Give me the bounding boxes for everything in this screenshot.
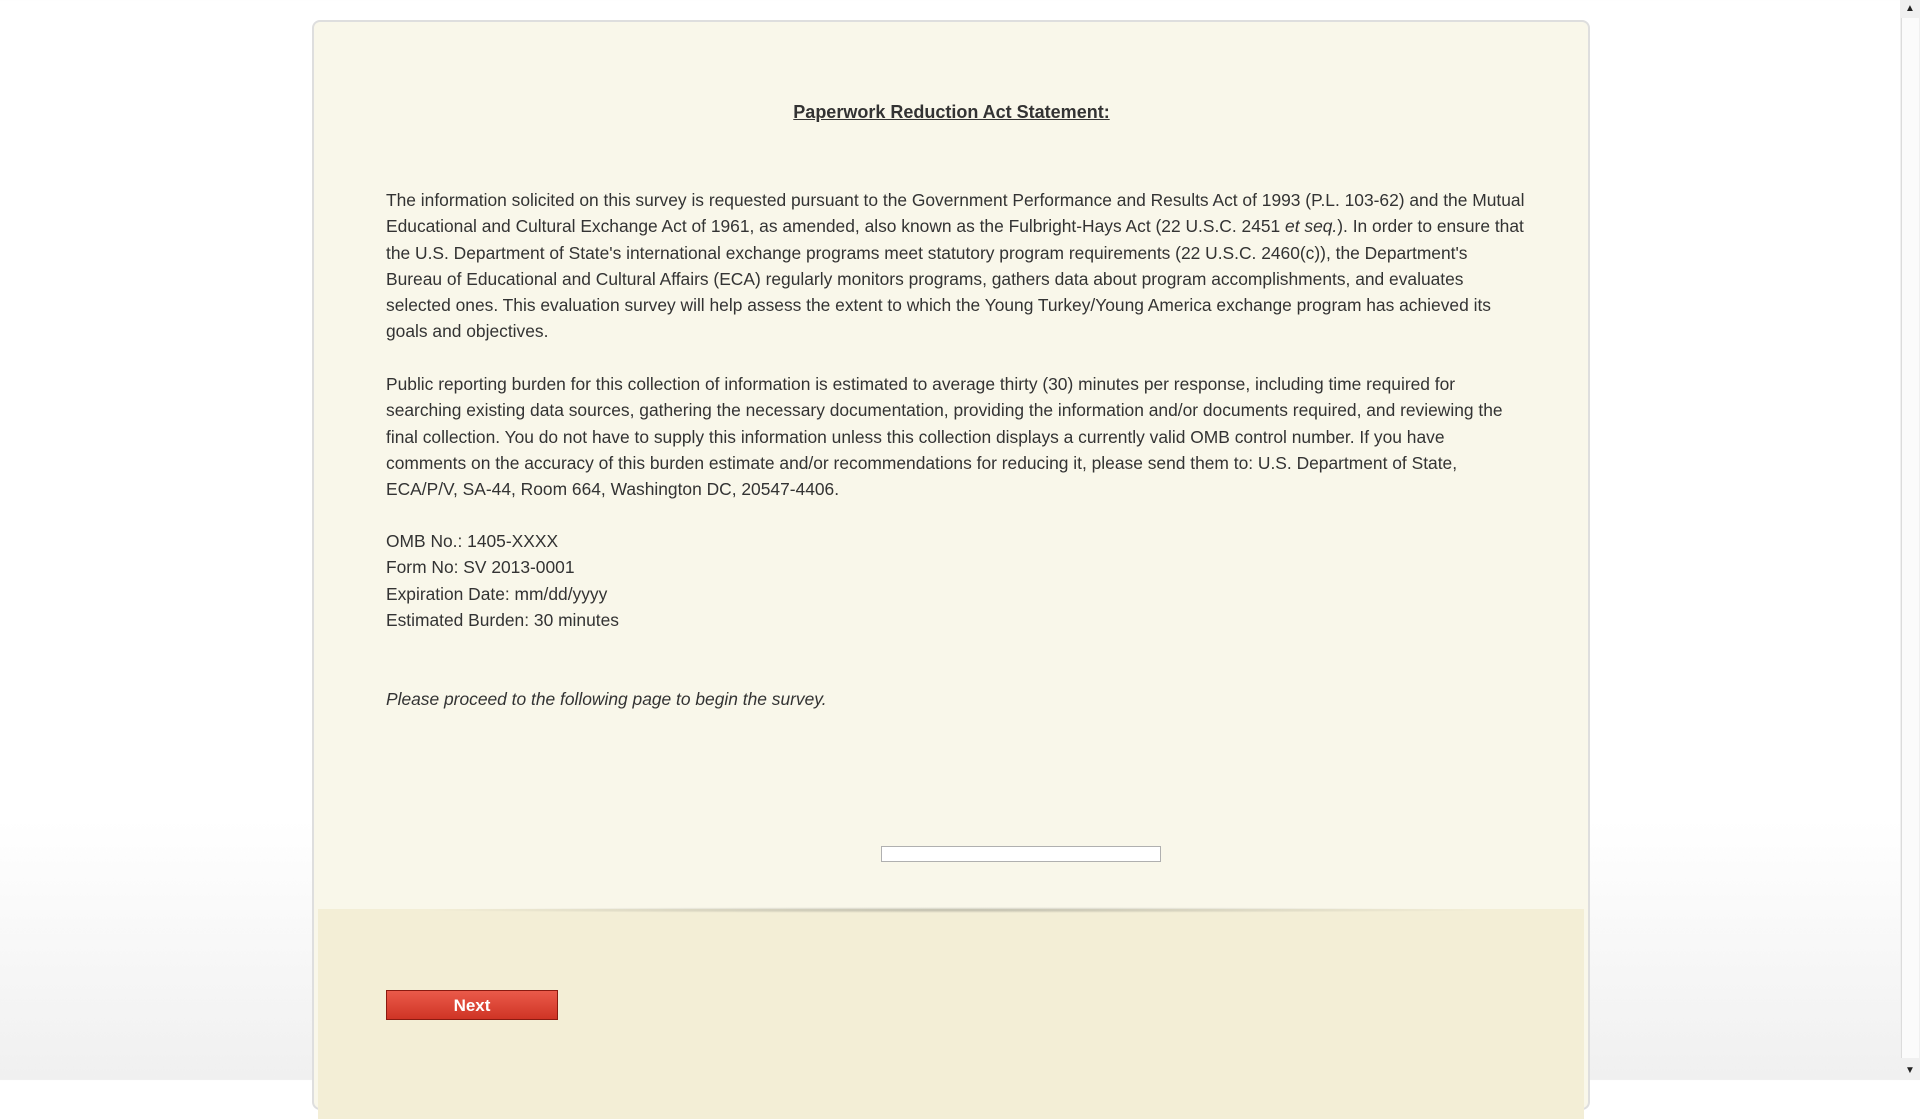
form-number: Form No: SV 2013-0001 [386, 557, 575, 578]
purpose-paragraph [386, 187, 1526, 345]
proceed-instruction: Please proceed to the following page to begin the survey. [386, 689, 827, 709]
vertical-scrollbar[interactable] [1900, 0, 1920, 1080]
purpose-paragraph-text: The information solicited on this survey is requested pursuant to the Government Performance and Results Act of 1993 (P.L. 103-62) and the Mutual Educational and Cultural Exchange Act of 1961, as amended, also known as the Fulbright-Hays Act (22 U.S.C. 2451 [386, 190, 1525, 237]
estimated-burden: Estimated Burden: 30 minutes [386, 609, 619, 630]
form-metadata [386, 528, 619, 633]
scroll-thumb[interactable] [1901, 18, 1919, 1058]
et-seq-italic: et seq. [1285, 216, 1338, 237]
omb-number: OMB No.: 1405-XXXX [386, 531, 559, 551]
expiration-date: Expiration Date: mm/dd/yyyy [386, 583, 608, 604]
burden-paragraph: Public reporting burden for this collection of information is estimated to average thirty (30) minutes per response, including time required for searching existing data sources, gathering the necessary documentation, providing the information and/or documents required, and reviewing the final collection. You do not have to supply this information unless this collection displays a currently valid OMB control number. If you have comments on the accuracy of this burden estimate and/or recommendations for reducing it, please send them to: U.S. Department of State, ECA/P/V, SA-44, Room 664, Washington DC, 20547-4406. [386, 374, 1503, 500]
next-button[interactable]: Next [386, 990, 558, 1020]
page-title: Paperwork Reduction Act Statement: [793, 102, 1110, 122]
survey-card [312, 20, 1590, 1110]
purpose-paragraph-text-cont: ). In order to ensure that the U.S. Department of State's international exchange programs meet statutory program requirements (22 U.S.C. 2460(c)), the Department's Bureau of Educational and Cultural Affairs (ECA) regularly monitors programs, gathers data about program accomplishments, and evaluates selected ones. This evaluation survey will help assess the extent to which the Young Turkey/Young America exchange program has achieved its goals and objectives. [386, 216, 1524, 342]
scroll-up-arrow-icon[interactable]: ▲ [1905, 3, 1915, 14]
footer-divider-shadow [414, 907, 1494, 913]
progress-bar [881, 846, 1161, 862]
scroll-down-arrow-icon[interactable]: ▼ [1905, 1065, 1915, 1076]
